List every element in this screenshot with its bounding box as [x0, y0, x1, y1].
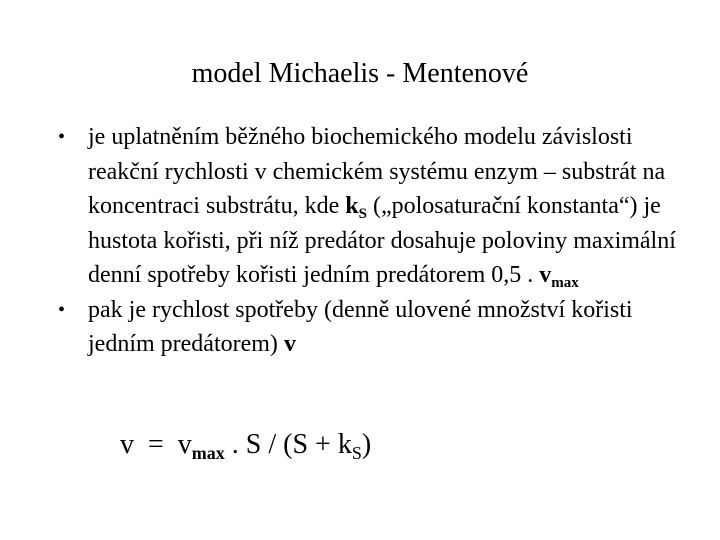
formula-left: v = v — [120, 429, 192, 460]
michaelis-menten-formula — [120, 428, 371, 462]
formula-right: ) — [361, 429, 372, 460]
v-symbol: v — [539, 262, 552, 288]
bullet-text-intro: je uplatněním běžného biochemického modelu závislosti reakční rychlosti v chemickém systému enzym – substrát na koncentraci substrátu, kde — [88, 124, 666, 219]
slide-title: model Michaelis - Mentenové — [191, 58, 529, 89]
formula-ks-subscript: S — [351, 443, 362, 463]
bullet-text-continuation: („polosaturační konstanta“) je hustota kořisti, při níž predátor dosahuje poloviny maximální denní spotřeby kořisti jedním predátorem 0,5 . — [88, 193, 676, 288]
v-symbol: v — [283, 331, 296, 357]
k-symbol: k — [345, 193, 359, 219]
bullet-text-rate: pak je rychlost spotřeby (denně ulovené množství kořisti jedním predátorem) — [88, 296, 633, 357]
bullet-list — [58, 120, 698, 362]
k-subscript: S — [358, 206, 367, 222]
bullet-item-consumption-rate — [58, 293, 698, 362]
formula-vmax-subscript: max — [191, 443, 225, 463]
bullet-item-definition — [58, 120, 698, 293]
bullet-icon: • — [58, 126, 66, 148]
bullet-icon: • — [58, 298, 66, 321]
formula-middle: . S / (S + k — [224, 429, 352, 460]
v-max-subscript: max — [551, 275, 579, 291]
